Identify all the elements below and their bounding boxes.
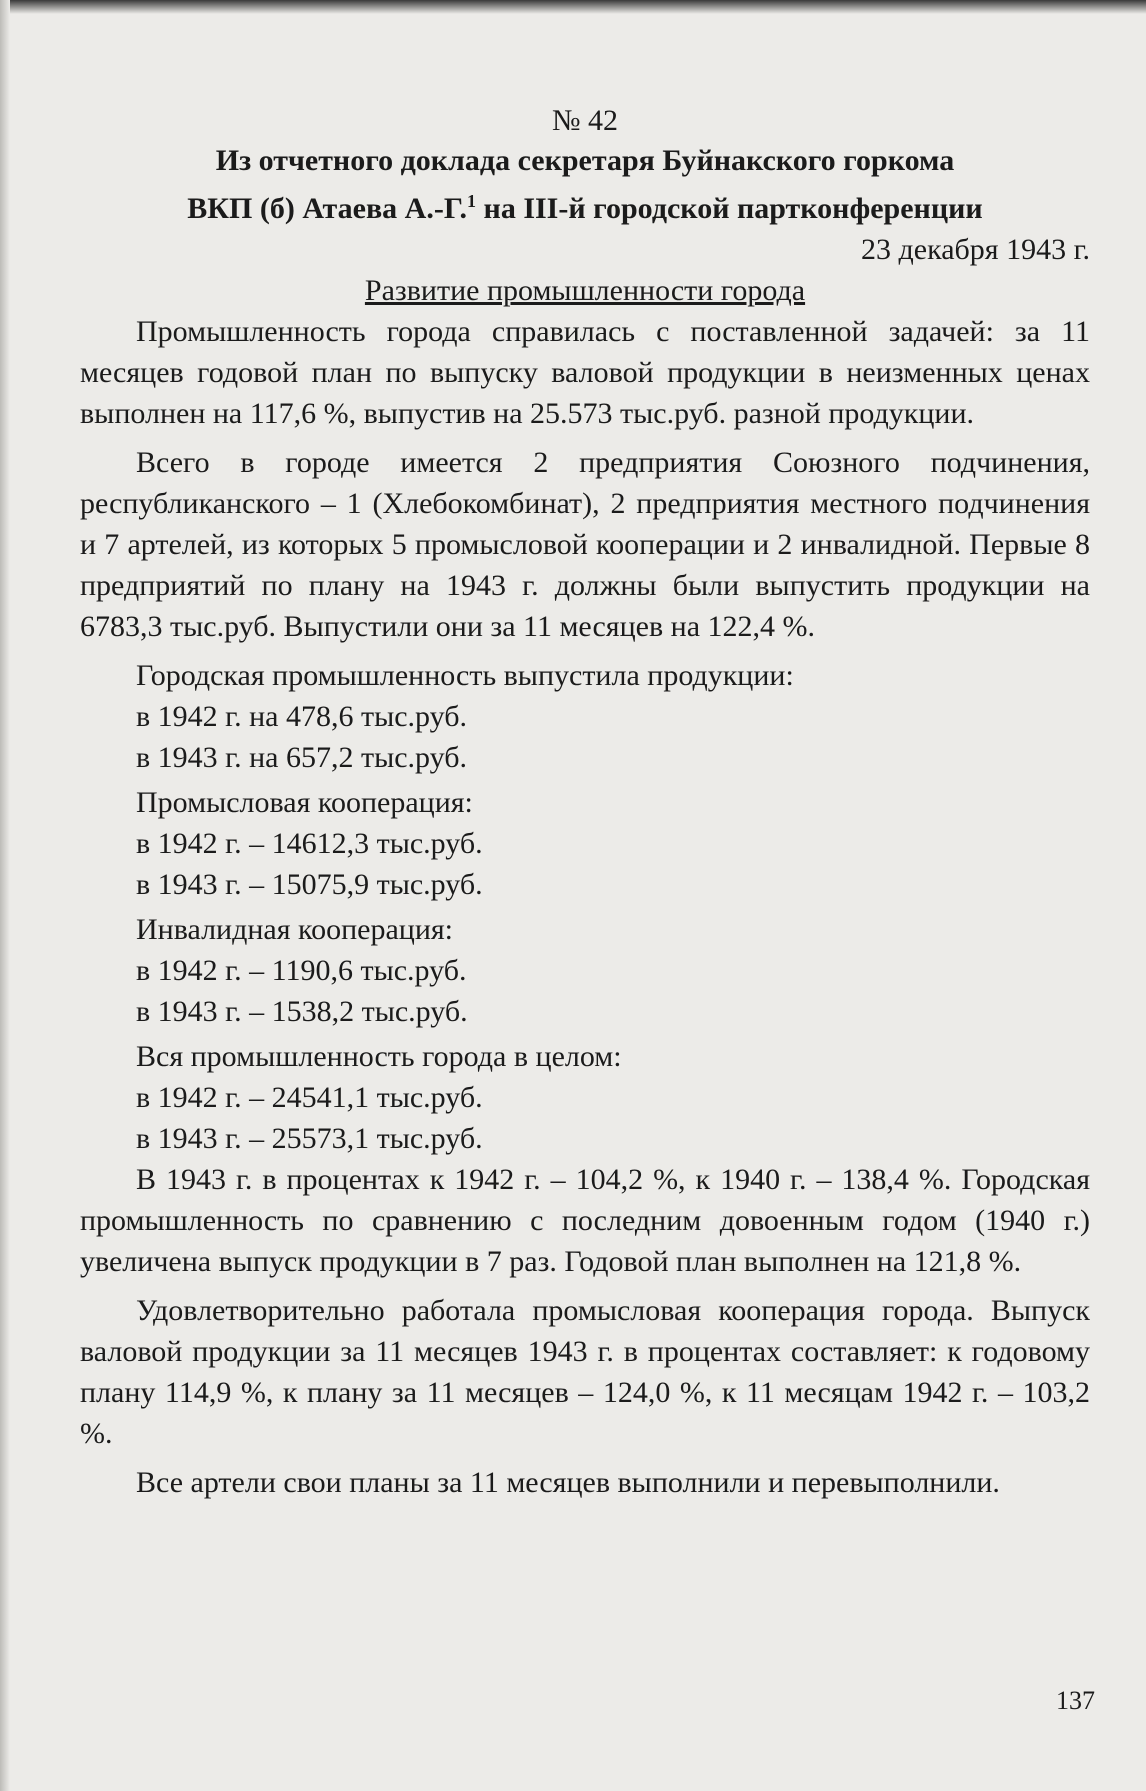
city-industry-1942: в 1942 г. на 478,6 тыс.руб. [136, 700, 468, 733]
document-title-line1: Из отчетного доклада секретаря Буйнакского горкома [215, 144, 955, 177]
paragraph-1: Промышленность города справилась с поставленной задачей: за 11 месяцев годовой план по выпуску валовой продукции в неизменных ценах выполнен на 117,6 %, выпустив на 25.573 тыс.руб. разной продукции. [80, 315, 1090, 430]
title-author: ВКП (б) Атаева А.-Г. [187, 192, 468, 225]
page-number: 137 [1056, 1686, 1095, 1715]
all-industry-1942: в 1942 г. – 24541,1 тыс.руб. [136, 1081, 483, 1114]
city-industry-heading: Городская промышленность выпустила продукции: [136, 659, 794, 692]
paragraph-4: Удовлетворительно работала промысловая кооперация города. Выпуск валовой продукции за 11 месяцев 1943 г. в процентах составляет: к годовому плану 114,9 %, к плану за 11 месяцев – 124,0 %, к 11 месяцам 1942 г. – 103,2 %. [80, 1294, 1090, 1450]
city-industry-group [80, 655, 1090, 778]
invalid-coop-1942: в 1942 г. – 1190,6 тыс.руб. [136, 954, 467, 987]
page-left-shadow [0, 0, 10, 1791]
paragraph-3: В 1943 г. в процентах к 1942 г. – 104,2 %, к 1940 г. – 138,4 %. Городская промышленность по сравнению с последним довоенным годом (1940 г.) увеличена выпуск продукции в 7 раз. Годовой план выполнен на 121,8 %. [80, 1163, 1090, 1278]
invalid-coop-group [80, 909, 1090, 1032]
page-top-shadow [0, 0, 1146, 14]
prom-coop-group [80, 782, 1090, 905]
paragraph-5: Все артели свои планы за 11 месяцев выполнили и перевыполнили. [136, 1466, 1000, 1499]
prom-coop-heading: Промысловая кооперация: [136, 786, 473, 819]
all-industry-group [80, 1036, 1090, 1159]
all-industry-1943: в 1943 г. – 25573,1 тыс.руб. [136, 1122, 483, 1155]
prom-coop-1942: в 1942 г. – 14612,3 тыс.руб. [136, 827, 483, 860]
title-event: на III-й городской партконференции [476, 192, 983, 225]
all-industry-heading: Вся промышленность города в целом: [136, 1040, 622, 1073]
prom-coop-1943: в 1943 г. – 15075,9 тыс.руб. [136, 868, 483, 901]
invalid-coop-heading: Инвалидная кооперация: [136, 913, 454, 946]
section-subtitle: Развитие промышленности города [364, 274, 806, 307]
document-date: 23 декабря 1943 г. [861, 233, 1090, 266]
footnote-marker: 1 [467, 191, 477, 211]
document-page [80, 100, 1090, 1511]
paragraph-2: Всего в городе имеется 2 предприятия Союзного подчинения, республиканского – 1 (Хлебокомбинат), 2 предприятия местного подчинения и 7 артелей, из которых 5 промысловой кооперации и 2 инвалидной. Первые 8 предприятий по плану на 1943 г. должны были выпустить продукции на 6783,3 тыс.руб. Выпустили они за 11 месяцев на 122,4 %. [80, 446, 1090, 643]
invalid-coop-1943: в 1943 г. – 1538,2 тыс.руб. [136, 995, 468, 1028]
document-title-line2 [80, 181, 1090, 229]
city-industry-1943: в 1943 г. на 657,2 тыс.руб. [136, 741, 468, 774]
document-number: № 42 [551, 104, 619, 137]
